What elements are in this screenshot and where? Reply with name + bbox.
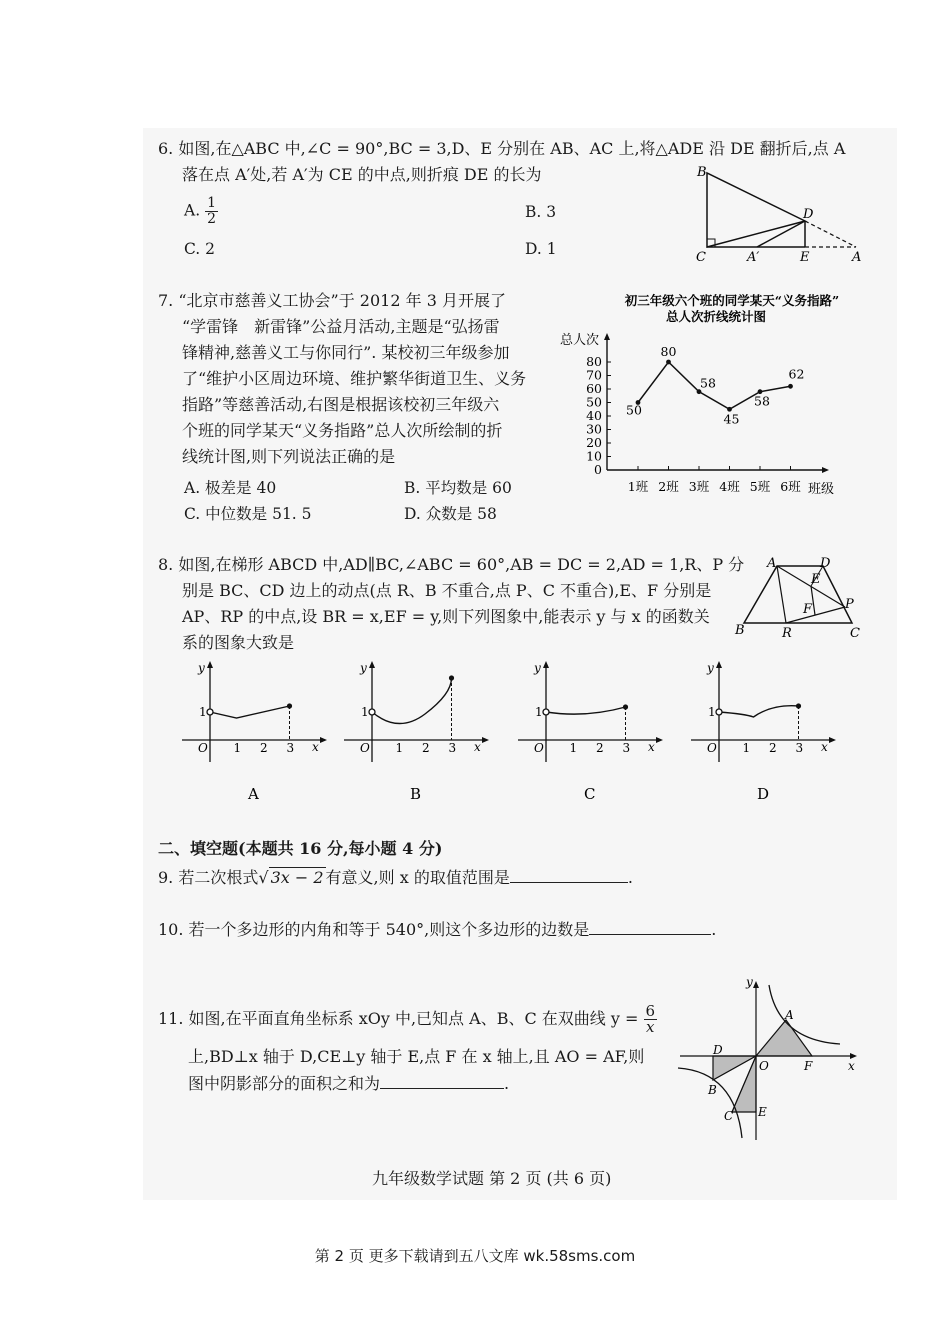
q8-label-c: C — [850, 626, 860, 641]
graph-x-tick-label: 1 — [569, 741, 578, 755]
q11-line3: 图中阴影部分的面积之和为 . — [188, 1074, 510, 1093]
graph-y-label: y — [534, 661, 541, 675]
chart-y-tick-label: 20 — [586, 435, 602, 450]
chart-data-label: 45 — [723, 411, 740, 427]
graph-y-label: y — [360, 661, 367, 675]
q7-option-c: C. 中位数是 51. 5 — [184, 505, 312, 523]
graph-origin-label: O — [707, 741, 717, 755]
q6-option-d: D. 1 — [525, 240, 557, 258]
graph-x-label: x — [474, 740, 481, 754]
chart-data-label: 80 — [660, 344, 677, 359]
q11-line3-text: 图中阴影部分的面积之和为 — [188, 1074, 381, 1093]
chart-x-axis-label: 班级 — [808, 482, 835, 497]
graph-y-label: y — [707, 661, 714, 675]
q11-line2: 上,BD⊥x 轴于 D,CE⊥y 轴于 E,点 F 在 x 轴上,且 AO = AF,则 — [188, 1047, 645, 1066]
q8-line1: 8. 如图,在梯形 ABCD 中,AD∥BC,∠ABC = 60°,AB = DC = 2,AD = 1,R、P 分 — [158, 555, 745, 574]
q7-line-5: 指路”等慈善活动,右图是根据该校初三年级六 — [182, 395, 500, 414]
exam-page-footer: 九年级数学试题 第 2 页 (共 6 页) — [372, 1169, 612, 1188]
graph-x-label: x — [648, 740, 655, 754]
fraction-denominator: 2 — [207, 211, 216, 227]
radical-icon: √ — [258, 868, 269, 887]
graph-origin-label: O — [198, 741, 208, 755]
graph-origin-label: O — [534, 741, 544, 755]
graph-x-tick-label: 2 — [596, 741, 604, 755]
graph-y-one-label: 1 — [199, 705, 207, 719]
chart-y-axis-label: 总人次 — [560, 333, 600, 348]
q11-shaded-triangle-aof — [756, 1020, 812, 1056]
chart-data-label: 58 — [754, 393, 770, 409]
q7-line-3: 锋精神,慈善义工与你同行”. 某校初三年级参加 — [182, 343, 510, 362]
graph-option-letter: D — [757, 785, 770, 803]
q6-label-c: C — [696, 250, 706, 265]
chart-x-tick-label: 2班 — [658, 479, 679, 494]
graph-x-tick-label: 1 — [233, 741, 242, 755]
q6-line2: 落在点 A′处,若 A′为 CE 的中点,则折痕 DE 的长为 — [182, 165, 542, 184]
q10-text: 10. 若一个多边形的内角和等于 540°,则这个多边形的边数是 — [158, 920, 590, 939]
chart-y-tick-label: 30 — [586, 421, 602, 437]
q11-hyperbola-branch-3 — [678, 1068, 742, 1138]
chart-y-tick-label: 70 — [586, 367, 602, 383]
q11-label-f: F — [804, 1059, 813, 1073]
q10: 10. 若一个多边形的内角和等于 540°,则这个多边形的边数是 . — [158, 920, 717, 939]
graph-x-tick-label: 3 — [795, 741, 804, 755]
graph-x-tick-label: 1 — [395, 741, 404, 755]
q6-label-e: E — [800, 250, 810, 265]
q6-label-a: A — [852, 250, 862, 265]
q9: 9. 若二次根式√ 3x − 2 有意义,则 x 的取值范围是 . — [158, 868, 633, 887]
q6-option-b: B. 3 — [525, 203, 557, 221]
graph-option-letter: C — [584, 785, 596, 803]
q6-option-a-label: A. — [184, 201, 201, 220]
q8-line2: 别是 BC、CD 边上的动点(点 R、B 不重合,点 P、C 不重合),E、F 分别是 — [182, 581, 712, 600]
graph-y-label: y — [198, 661, 205, 675]
q9-suffix: 有意义,则 x 的取值范围是 — [325, 868, 510, 887]
q11-label-e: E — [758, 1105, 767, 1119]
q11-label-b: B — [708, 1083, 717, 1097]
q11-label-o: O — [759, 1059, 769, 1073]
chart-x-tick-label: 3班 — [688, 479, 710, 494]
chart-y-tick-label: 60 — [586, 381, 602, 396]
chart-y-tick-label: 10 — [586, 448, 602, 464]
q8-label-r: R — [782, 626, 792, 641]
graph-x-tick-label: 2 — [769, 741, 777, 755]
graph-x-label: x — [821, 740, 828, 754]
q11-label-c: C — [724, 1109, 734, 1123]
chart-y-tick-label: 50 — [586, 394, 602, 410]
q9-radicand: 3x − 2 — [270, 868, 324, 887]
graph-origin-label: O — [360, 741, 370, 755]
q11-label-a: A — [785, 1008, 794, 1022]
graph-x-tick-label: 1 — [742, 741, 751, 755]
q8-label-d: D — [820, 556, 831, 571]
q7-option-b: B. 平均数是 60 — [404, 479, 512, 497]
chart-data-label: 50 — [626, 402, 642, 418]
graph-x-tick-label: 3 — [448, 741, 457, 755]
q7-option-a: A. 极差是 40 — [184, 479, 277, 497]
q7-line-2: “学雷锋 新雷锋”公益月活动,主题是“弘扬雷 — [182, 317, 500, 336]
fraction-numerator: 6 — [645, 1002, 656, 1020]
q7-line-4: 了“维护小区周边环境、维护繁华街道卫生、义务 — [182, 369, 527, 388]
q9-prefix: 9. 若二次根式 — [158, 868, 259, 887]
chart-x-tick-label: 5班 — [749, 479, 771, 494]
graph-option-letter: B — [410, 785, 422, 803]
chart-y-tick-label: 80 — [586, 354, 602, 369]
graph-option-letter: A — [248, 785, 259, 803]
site-footer: 第 2 页 更多下载请到五八文库 wk.58sms.com — [314, 1247, 636, 1265]
chart-x-tick-label: 6班 — [780, 479, 801, 494]
graph-x-tick-label: 2 — [422, 741, 430, 755]
q6-option-c: C. 2 — [184, 240, 216, 258]
q11-prefix: 11. 如图,在平面直角坐标系 xOy 中,已知点 A、B、C 在双曲线 y = — [158, 1009, 639, 1028]
graph-x-tick-label: 3 — [622, 741, 631, 755]
q8-line3: AP、RP 的中点,设 BR = x,EF = y,则下列图象中,能表示 y 与 x 的函数关 — [182, 607, 710, 626]
q8-label-b: B — [735, 623, 745, 638]
q11-y-axis-arrow-icon — [753, 981, 759, 988]
graph-y-one-label: 1 — [535, 705, 543, 719]
q8-label-p: P — [845, 597, 854, 612]
q8-label-e: E — [811, 572, 821, 587]
chart-subtitle: 总人次折线统计图 — [665, 309, 767, 324]
chart-title: 初三年级六个班的同学某天“义务指路” — [624, 293, 840, 308]
graph-x-tick-label: 2 — [260, 741, 268, 755]
graph-y-one-label: 1 — [361, 705, 369, 719]
q11-label-y: y — [746, 975, 753, 989]
chart-data-label: 62 — [788, 366, 805, 382]
q11-label-x: x — [848, 1059, 855, 1073]
q6-label-b: B — [697, 165, 707, 180]
chart-data-label: 58 — [700, 375, 716, 391]
q6-label-a-prime: A′ — [747, 250, 760, 265]
graph-y-one-label: 1 — [708, 705, 716, 719]
q7-line-1: 7. “北京市慈善义工协会”于 2012 年 3 月开展了 — [158, 291, 506, 310]
chart-y-tick-label: 40 — [586, 408, 602, 423]
fraction-denominator: x — [646, 1018, 655, 1036]
q6-line1: 6. 如图,在△ABC 中,∠C = 90°,BC = 3,D、E 分别在 AB、AC 上,将△ADE 沿 DE 翻折后,点 A — [158, 139, 846, 158]
graph-x-label: x — [312, 740, 319, 754]
graph-x-tick-label: 3 — [286, 741, 295, 755]
q11-label-d: D — [713, 1043, 723, 1057]
q8-label-f: F — [803, 602, 813, 617]
q8-label-a: A — [767, 556, 777, 571]
chart-x-tick-label: 4班 — [719, 479, 740, 494]
q7-option-d: D. 众数是 58 — [404, 505, 497, 523]
q7-line-6: 个班的同学某天“义务指路”总人次所绘制的折 — [182, 421, 503, 440]
fraction-numerator: 1 — [207, 195, 216, 211]
q6-label-d: D — [803, 207, 814, 222]
chart-x-tick-label: 1班 — [627, 479, 649, 494]
section-2-title: 二、填空题(本题共 16 分,每小题 4 分) — [158, 839, 443, 858]
q8-line4: 系的图象大致是 — [182, 633, 295, 652]
q7-line-7: 线统计图,则下列说法正确的是 — [182, 447, 396, 466]
chart-y-tick-label: 0 — [594, 462, 602, 477]
